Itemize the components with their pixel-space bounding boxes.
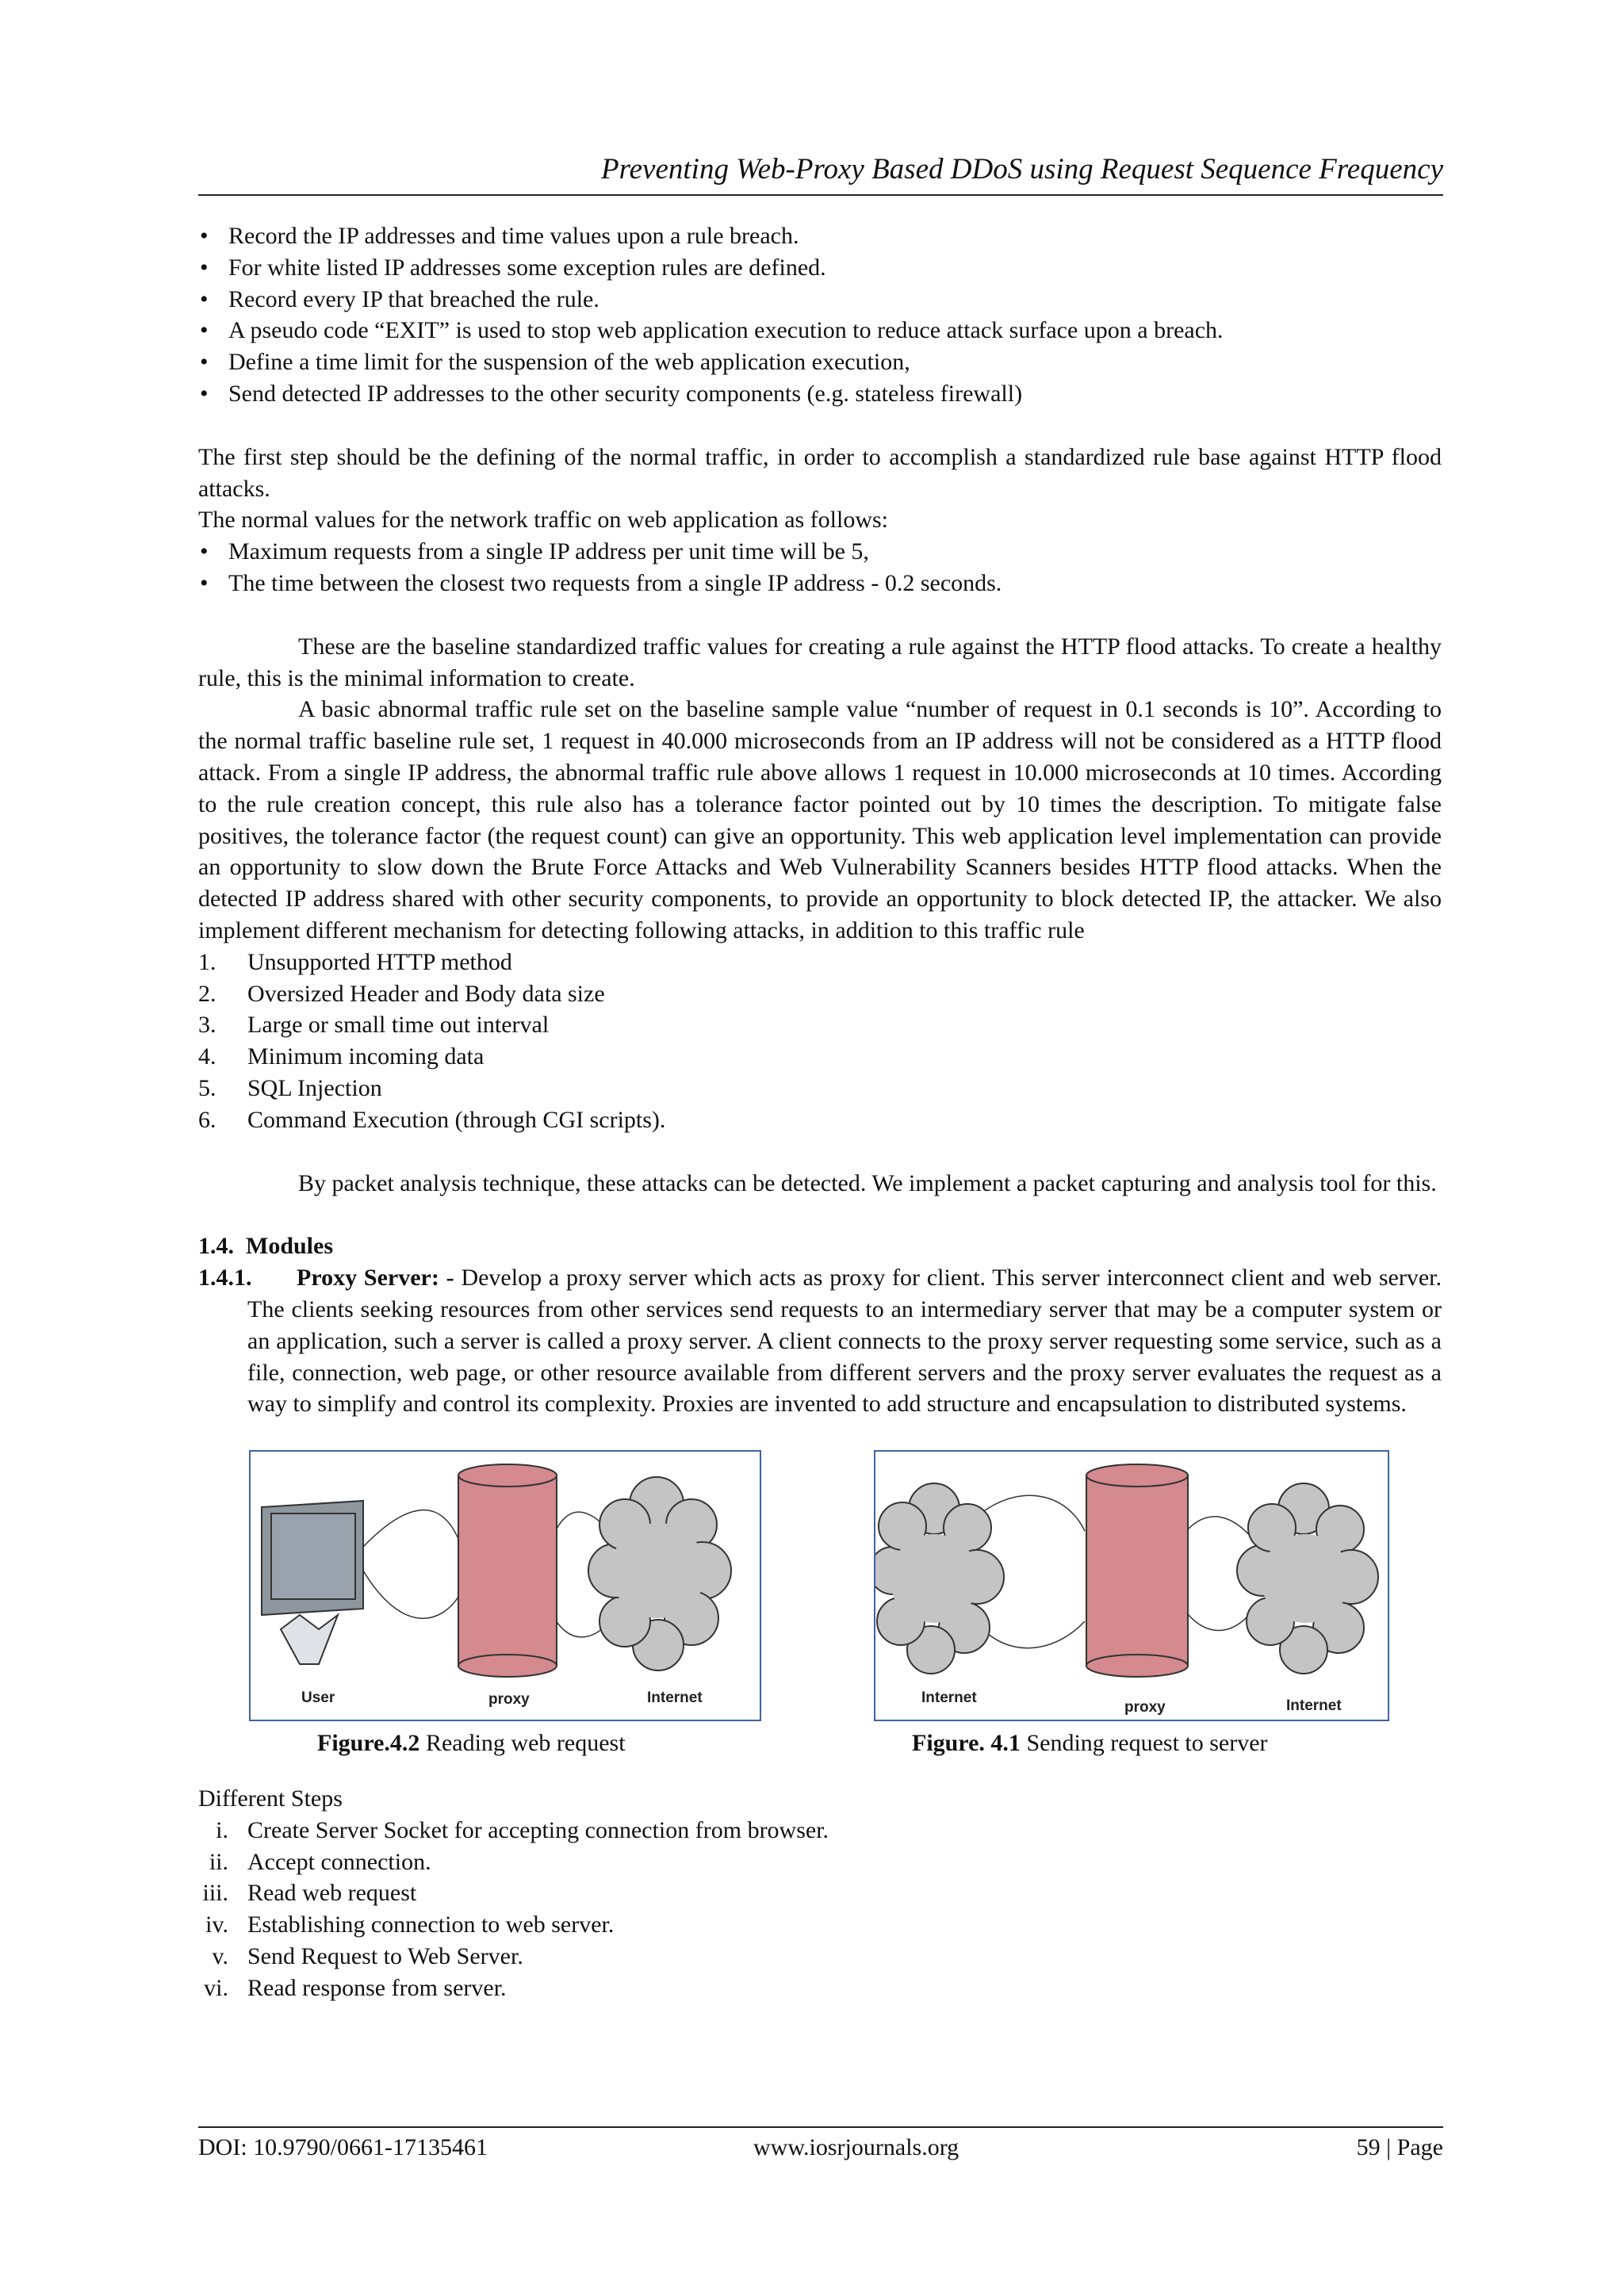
list-item: • Maximum requests from a single IP address per unit time will be 5, bbox=[198, 536, 1442, 568]
list-item: iv. Establishing connection to web server. bbox=[205, 1911, 615, 1938]
internet-cloud-icon bbox=[875, 1483, 1004, 1674]
list-item: 4. Minimum incoming data bbox=[198, 1043, 485, 1070]
list-item: i. Create Server Socket for accepting connection from browser. bbox=[216, 1816, 829, 1843]
paragraph-normal-traffic: The first step should be the defining of the normal traffic, in order to accomplish a standardized rule base against HTTP flood attacks. bbox=[198, 443, 1442, 502]
subsection-text: Develop a proxy server which acts as proxy for client. This server interconnect client and web server. The clients seeking resources from other services send requests to an intermediary server that may be a computer system or an application, such a server is called a proxy server. A client connects to the proxy server requesting some service, such as a file, connection, web page, or other resource available from different servers and the proxy server evaluates the request as a way to simplify and control its complexity. Proxies are invented to add structure and encapsulation to distributed systems. bbox=[247, 1265, 1442, 1418]
list-item: • A pseudo code “EXIT” is used to stop web application execution to reduce attack surface upon a breach. bbox=[198, 315, 1442, 346]
figure-4-1-diagram bbox=[875, 1452, 1388, 1720]
subsection-proxy-server bbox=[198, 1262, 1442, 1420]
running-title: Preventing Web-Proxy Based DDoS using Request Sequence Frequency bbox=[600, 153, 1443, 186]
subsection-number: 1.4.1. bbox=[198, 1265, 252, 1292]
list-item: 3. Large or small time out interval bbox=[198, 1012, 550, 1039]
internet-cloud-icon bbox=[588, 1477, 731, 1670]
page-footer bbox=[198, 2126, 1443, 2160]
figure-4-2-diagram bbox=[251, 1452, 760, 1720]
proxy-cylinder-icon bbox=[458, 1464, 557, 1677]
caption-figure-4-1: Figure. 4.1 Sending request to server bbox=[912, 1730, 1268, 1757]
list-item: • Define a time limit for the suspension of the web application execution, bbox=[198, 346, 1442, 378]
list-item: 5. SQL Injection bbox=[198, 1074, 382, 1101]
list-item: 1. Unsupported HTTP method bbox=[198, 948, 512, 975]
internet-cloud-icon bbox=[1237, 1483, 1378, 1674]
figure-reading-web-request bbox=[249, 1450, 761, 1721]
label-internet: Internet bbox=[647, 1689, 703, 1707]
footer-page-number: 59 | Page bbox=[1356, 2134, 1443, 2160]
list-item: ii. Accept connection. bbox=[209, 1848, 431, 1875]
paragraph-baseline: These are the baseline standardized traffic values for creating a rule against the HTTP flood attacks. To create a healthy rule, this is the minimal information to create. bbox=[198, 633, 1442, 691]
paragraph-normal-values: The normal values for the network traffic on web application as follows: bbox=[198, 507, 889, 534]
steps-list bbox=[198, 1815, 1442, 2004]
proxy-cylinder-icon bbox=[1086, 1464, 1188, 1677]
attack-list bbox=[198, 947, 1442, 1136]
label-internet-left: Internet bbox=[921, 1689, 977, 1707]
list-item: v. Send Request to Web Server. bbox=[212, 1943, 523, 1970]
list-item: 2. Oversized Header and Body data size bbox=[198, 980, 605, 1007]
caption-figure-4-2: Figure.4.2 Reading web request bbox=[317, 1730, 626, 1757]
paragraph-packet-analysis: By packet analysis technique, these attacks can be detected. We implement a packet capturing and analysis tool for this. bbox=[298, 1169, 1437, 1196]
label-user: User bbox=[301, 1689, 335, 1707]
page-content bbox=[198, 220, 1442, 2004]
list-item: • The time between the closest two requests from a single IP address - 0.2 seconds. bbox=[198, 568, 1442, 599]
list-item: iii. Read web request bbox=[202, 1880, 417, 1907]
list-item: • For white listed IP addresses some exception rules are defined. bbox=[198, 252, 1442, 284]
figure-sending-request bbox=[874, 1450, 1389, 1721]
footer-site: www.iosrjournals.org bbox=[753, 2134, 959, 2160]
figures-row bbox=[198, 1450, 1442, 1783]
list-item: • Send detected IP addresses to the other security components (e.g. stateless firewall) bbox=[198, 378, 1442, 410]
normal-values-list bbox=[198, 536, 1442, 599]
list-item: 6. Command Execution (through CGI scripts). bbox=[198, 1106, 666, 1133]
label-proxy: proxy bbox=[1124, 1699, 1166, 1716]
footer-doi: DOI: 10.9790/0661-17135461 bbox=[198, 2134, 488, 2160]
list-item: • Record the IP addresses and time values upon a rule breach. bbox=[198, 220, 1442, 252]
label-proxy: proxy bbox=[488, 1691, 530, 1709]
rule-bullet-list bbox=[198, 220, 1442, 410]
list-item: vi. Read response from server. bbox=[204, 1974, 507, 2001]
paragraph-abnormal-rule: A basic abnormal traffic rule set on the baseline sample value “number of request in 0.1 seconds is 10”. According to the normal traffic baseline rule set, 1 request in 40.000 microseconds from an IP address will not be considered as a HTTP flood attack. From a single IP address, the abnormal traffic rule above allows 1 request in 10.000 microseconds at 10 times. According to the rule creation concept, this rule also has a tolerance factor pointed out by 10 times the description. To mitigate false positives, the tolerance factor (the request count) can give an opportunity. This web application level implementation can provide an opportunity to slow down the Brute Force Attacks and Web Vulnerability Scanners besides HTTP flood attacks. When the detected IP address shared with other security components, to provide an opportunity to block detected IP, the attacker. We also implement different mechanism for detecting following attacks, in addition to this traffic rule bbox=[198, 696, 1442, 943]
user-computer-icon bbox=[262, 1501, 363, 1664]
subsection-title: Proxy Server: - bbox=[297, 1265, 454, 1292]
steps-title: Different Steps bbox=[198, 1785, 343, 1812]
list-item: • Record every IP that breached the rule. bbox=[198, 284, 1442, 316]
section-heading: 1.4. Modules bbox=[198, 1233, 334, 1260]
label-internet-right: Internet bbox=[1286, 1697, 1342, 1715]
running-header bbox=[198, 152, 1443, 196]
